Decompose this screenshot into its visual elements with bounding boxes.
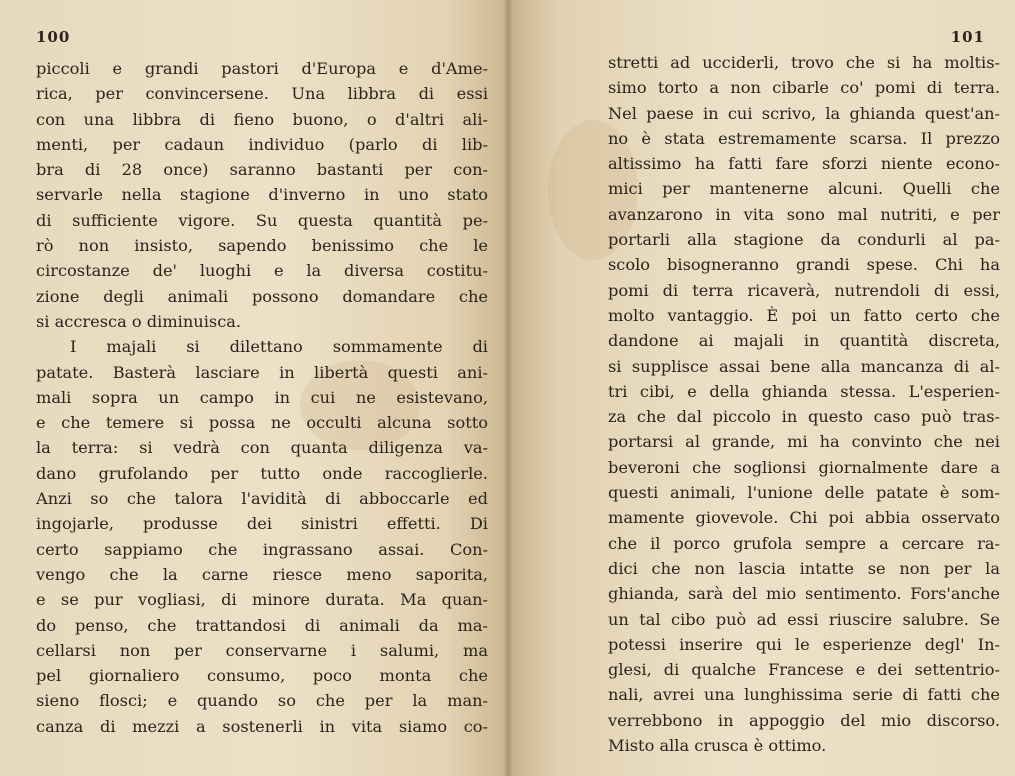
text-line: servarle nella stagione d'inverno in uno stato xyxy=(36,185,488,205)
left-page-text xyxy=(36,56,488,739)
text-line: pel giornaliero consumo, poco monta che xyxy=(36,666,488,686)
text-line: menti, per cadaun individuo (parlo di lib- xyxy=(36,134,488,154)
text-line: molto vantaggio. È poi un fatto certo che xyxy=(608,305,1000,325)
text-line: avanzarono in vita sono mal nutriti, e per xyxy=(608,204,1000,224)
text-line: mici per mantenerne alcuni. Quelli che xyxy=(608,179,1000,199)
text-line: nali, avrei una lunghissima serie di fatti che xyxy=(608,685,1000,705)
text-line: altissimo ha fatti fare sforzi niente econo- xyxy=(608,154,1000,174)
text-line: stretti ad ucciderli, trovo che si ha moltis- xyxy=(608,53,1000,72)
text-line: glesi, di qualche Francese e dei settentrio- xyxy=(608,660,1000,680)
text-line: certo sappiamo che ingrassano assai. Con- xyxy=(36,539,488,559)
text-line: cellarsi non per conservarne i salumi, ma xyxy=(36,640,488,660)
text-line: portarli alla stagione da condurli al pa- xyxy=(608,230,1000,250)
text-line: mali sopra un campo in cui ne esistevano, xyxy=(36,387,488,407)
right-page-text xyxy=(608,50,1000,758)
text-line: piccoli e grandi pastori d'Europa e d'Ame- xyxy=(36,59,488,78)
text-line: che il porco grufola sempre a cercare ra- xyxy=(608,533,1000,553)
text-line: ghianda, sarà del mio sentimento. Fors'anche xyxy=(608,584,1000,604)
text-line: tri cibi, e della ghianda stessa. L'esperien- xyxy=(608,381,1000,401)
text-line: do penso, che trattandosi di animali da ma- xyxy=(36,615,488,635)
text-line: za che dal piccolo in questo caso può tras- xyxy=(608,407,1000,427)
text-line: un tal cibo può ad essi riuscire salubre. Se xyxy=(608,609,1000,629)
right-page-number: 101 xyxy=(950,28,985,46)
text-line: portarsi al grande, mi ha convinto che nei xyxy=(608,432,1000,452)
text-line: Anzi so che talora l'avidità di abboccarle ed xyxy=(36,489,488,509)
text-line: potessi inserire qui le esperienze degl' In- xyxy=(608,634,1000,654)
left-page-number: 100 xyxy=(36,28,71,46)
text-line: con una libbra di fieno buono, o d'altri ali- xyxy=(36,109,488,129)
text-line: sieno flosci; e quando so che per la man- xyxy=(36,691,488,711)
text-line: I majali si dilettano sommamente di xyxy=(70,337,488,357)
text-line: questi animali, l'unione delle patate è som- xyxy=(608,483,1000,503)
text-line: ingojarle, produsse dei sinistri effetti. Di xyxy=(36,514,488,534)
text-line: la terra: si vedrà con quanta diligenza va- xyxy=(36,438,488,458)
text-line: bra di 28 once) saranno bastanti per con- xyxy=(36,160,488,180)
text-line: patate. Basterà lasciare in libertà questi ani- xyxy=(36,362,488,382)
text-line: scolo bisogneranno grandi spese. Chi ha xyxy=(608,255,1000,275)
text-line: circostanze de' luoghi e la diversa costitu- xyxy=(36,261,488,281)
text-line: dici che non lascia intatte se non per la xyxy=(608,558,1000,578)
text-line: canza di mezzi a sostenerli in vita siamo co- xyxy=(36,716,488,736)
text-line: simo torto a non cibarle co' pomi di terra. xyxy=(608,78,1000,98)
text-line: rica, per convincersene. Una libbra di essi xyxy=(36,84,488,104)
text-line: no è stata estremamente scarsa. Il prezzo xyxy=(608,128,1000,148)
text-line: dano grufolando per tutto onde raccoglierle. xyxy=(36,463,488,483)
text-line: Misto alla crusca è ottimo. xyxy=(608,736,827,756)
text-line: beveroni che soglionsi giornalmente dare a xyxy=(608,457,1000,477)
text-line: di sufficiente vigore. Su questa quantità pe- xyxy=(36,210,488,230)
text-line: rò non insisto, sapendo benissimo che le xyxy=(36,236,488,256)
text-line: si accresca o diminuisca. xyxy=(36,311,242,331)
text-line: vengo che la carne riesce meno saporita, xyxy=(36,564,488,584)
text-line: Nel paese in cui scrivo, la ghianda quest'an- xyxy=(608,103,1000,123)
text-line: e che temere si possa ne occulti alcuna sotto xyxy=(36,413,488,433)
text-line: mamente giovevole. Chi poi abbia osservato xyxy=(608,508,1000,528)
book-gutter xyxy=(503,0,513,776)
text-line: dandone ai majali in quantità discreta, xyxy=(608,331,1000,351)
text-line: pomi di terra ricaverà, nutrendoli di essi, xyxy=(608,280,1000,300)
text-line: si supplisce assai bene alla mancanza di al- xyxy=(608,356,1000,376)
text-line: e se pur vogliasi, di minore durata. Ma quan- xyxy=(36,590,488,610)
text-line: zione degli animali possono domandare che xyxy=(36,286,488,306)
right-page xyxy=(508,0,1015,776)
text-line: verrebbono in appoggio del mio discorso. xyxy=(608,710,1000,730)
